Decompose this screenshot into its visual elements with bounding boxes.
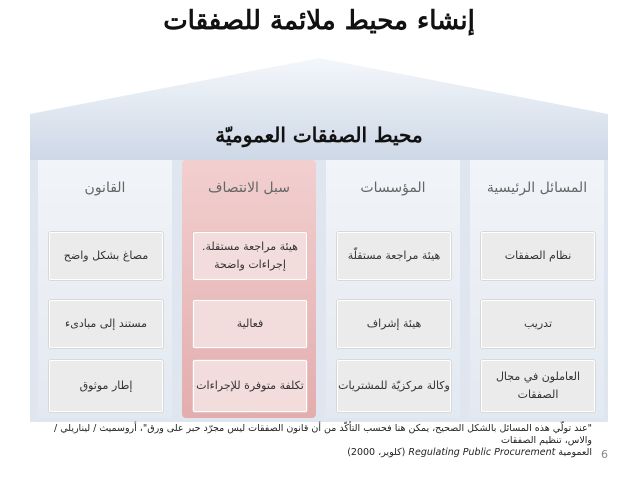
- pillar-header-issues: المسائل الرئيسية: [486, 180, 588, 196]
- pillar-header-remedies: سبل الانتصاف: [208, 180, 290, 196]
- cell-law-clear: مصاغ بشكل واضح: [49, 232, 163, 280]
- cell-remedies-effectiveness: فعالية: [193, 300, 307, 348]
- footnote-line2: [36, 447, 592, 459]
- pillar-header-law: القانون: [84, 180, 126, 196]
- footnote-book-title: Regulating Public Procurement: [408, 447, 556, 458]
- cell-remedies-cost: تكلفة متوفرة للإجراءات: [193, 360, 307, 412]
- slide-title: إنشاء محيط ملائمة للصفقات: [163, 6, 475, 36]
- cell-institutions-agency: وكالة مركزيّة للمشتريات: [337, 360, 451, 412]
- cell-issues-training: تدريب: [481, 300, 595, 348]
- cell-remedies-review: هيئة مراجعة مستقلة. إجراءات واضحة: [193, 232, 307, 280]
- cell-institutions-review: هيئة مراجعة مستقلّة: [337, 232, 451, 280]
- footnote: [36, 423, 592, 459]
- footnote-line2-suffix: (كلوير، 2000): [347, 447, 406, 458]
- cell-issues-staff: العاملون في مجال الصفقات: [481, 360, 595, 412]
- page-number: 6: [601, 448, 608, 461]
- roof-label: محيط الصفقات العموميّة: [215, 123, 423, 147]
- footnote-line2-prefix: العمومية: [558, 447, 592, 458]
- cell-institutions-oversight: هيئة إشراف: [337, 300, 451, 348]
- footnote-line1: "عند تولّي هذه المسائل بالشكل الصحيح، يمكن هنا فحسب التأكّد من أن قانون الصفقات ليس مجرّد حبر على ورق"، أروسميث / ليناريلي / والاس، تنظيم الصفقات: [54, 423, 592, 446]
- pillar-header-institutions: المؤسسات: [360, 180, 426, 196]
- cell-issues-system: نظام الصفقات: [481, 232, 595, 280]
- cell-law-framework: إطار موثوق: [49, 360, 163, 412]
- cell-law-principles: مستند إلى مبادىء: [49, 300, 163, 348]
